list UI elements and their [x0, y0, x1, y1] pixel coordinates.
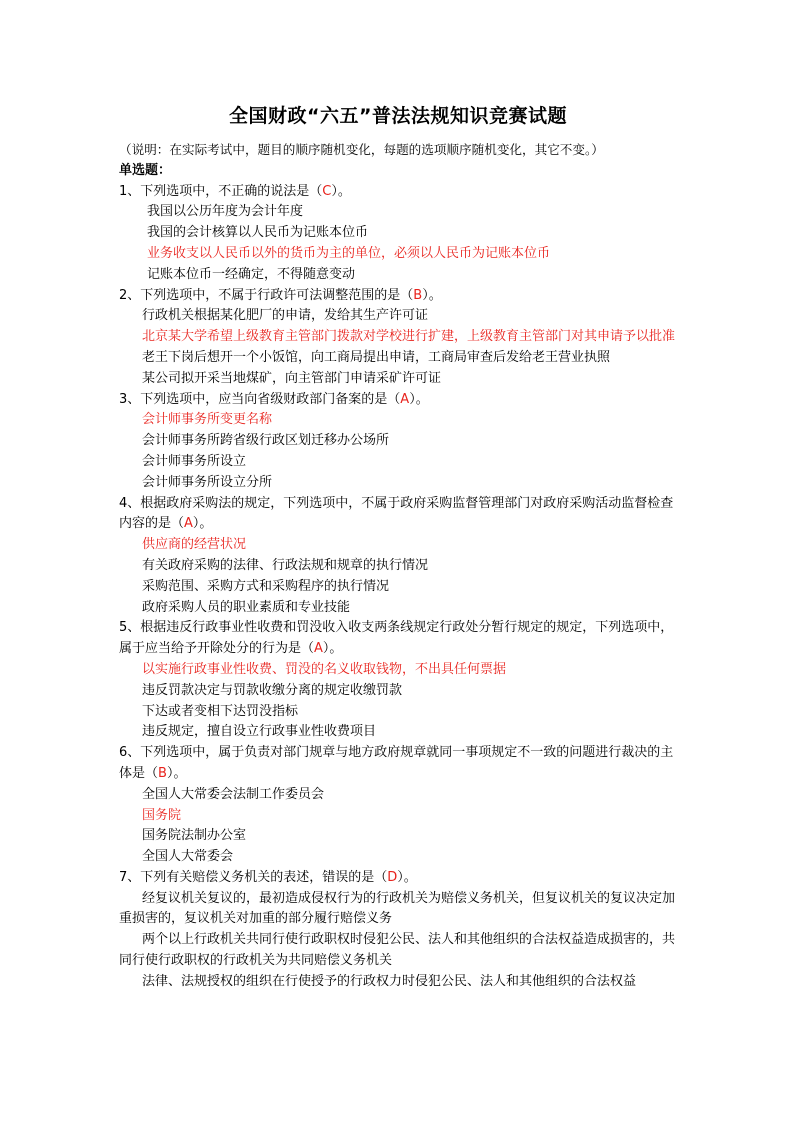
section-heading: 单选题：	[119, 162, 172, 178]
option: 有关政府采购的法律、行政法规和规章的执行情况	[142, 557, 429, 573]
answer-letter: C	[322, 183, 332, 199]
option: 全国人大常委会法制工作委员会	[142, 786, 325, 802]
option: 违反罚款决定与罚款收缴分离的规定收缴罚款	[142, 682, 403, 698]
option: 记账本位币一经确定，不得随意变动	[147, 266, 356, 282]
option: 会计师事务所设立	[142, 453, 247, 469]
option: 某公司拟开采当地煤矿，向主管部门申请采矿许可证	[142, 370, 442, 386]
exam-note: （说明：在实际考试中，题目的顺序随机变化，每题的选项顺序随机变化，其它不变。）	[119, 142, 604, 157]
answer-letter: B	[158, 765, 167, 781]
question-stem: 7、下列有关赔偿义务机关的表述，错误的是（D）。	[119, 869, 417, 885]
question-stem: 2、下列选项中，不属于行政许可法调整范围的是（B）。	[119, 287, 442, 303]
answer-letter: B	[413, 287, 423, 303]
answer-letter: A	[400, 391, 410, 407]
option: 会计师事务所设立分所	[142, 474, 273, 490]
option: 我国以公历年度为会计年度	[147, 204, 304, 220]
option-correct: 供应商的经营状况	[142, 537, 247, 553]
document-title: 全国财政“六五”普法法规知识竞赛试题	[229, 105, 567, 127]
question-stem: 1、下列选项中，不正确的说法是（C）。	[119, 183, 351, 199]
option-correct: 业务收支以人民币以外的货币为主的单位，必须以人民币为记账本位币	[147, 245, 551, 261]
option: 两个以上行政机关共同行使行政职权时侵犯公民、法人和其他组织的合法权益造成损害的，共同行使行政职权的行政机关为共同赔偿义务机关	[119, 932, 676, 969]
question-stem: 6、下列选项中，属于负责对部门规章与地方政府规章就同一事项规定不一致的问题进行裁决的主体是（B）。	[119, 745, 674, 781]
option: 老王下岗后想开一个小饭馆，向工商局提出申请，工商局审查后发给老王营业执照	[142, 349, 611, 365]
question-stem: 5、根据违反行政事业性收费和罚没收入收支两条线规定行政处分暂行规定的规定，下列选项中，属于应当给予开除处分的行为是（A）。	[119, 620, 674, 657]
option: 采购范围、采购方式和采购程序的执行情况	[142, 578, 390, 594]
option: 法律、法规授权的组织在行使授予的行政权力时侵犯公民、法人和其他组织的合法权益	[142, 973, 637, 989]
answer-letter: D	[387, 869, 398, 885]
question-stem: 3、下列选项中，应当向省级财政部门备案的是（A）。	[119, 391, 429, 407]
option: 全国人大常委会	[142, 849, 234, 865]
option: 我国的会计核算以人民币为记账本位币	[147, 225, 369, 241]
option: 违反规定，擅自设立行政事业性收费项目	[142, 724, 377, 740]
option: 经复议机关复议的，最初造成侵权行为的行政机关为赔偿义务机关，但复议机关的复议决定加重损害的，复议机关对加重的部分履行赔偿义务	[119, 890, 676, 927]
option-correct: 以实施行政事业性收费、罚没的名义收取钱物，不出具任何票据	[142, 661, 507, 677]
document-page	[119, 103, 677, 993]
answer-letter: A	[184, 516, 193, 532]
option: 行政机关根据某化肥厂的申请，发给其生产许可证	[142, 308, 429, 324]
option-correct: 北京某大学希望上级教育主管部门拨款对学校进行扩建，上级教育主管部门对其申请予以批准	[142, 329, 676, 345]
question-stem: 4、根据政府采购法的规定，下列选项中，不属于政府采购监督管理部门对政府采购活动监督检查内容的是（A）。	[119, 495, 674, 532]
option: 下达或者变相下达罚没指标	[142, 703, 299, 719]
option-correct: 国务院	[142, 807, 182, 823]
option: 会计师事务所跨省级行政区划迁移办公场所	[142, 433, 390, 449]
option-correct: 会计师事务所变更名称	[142, 412, 273, 428]
answer-letter: A	[314, 641, 323, 657]
option: 国务院法制办公室	[142, 828, 247, 844]
option: 政府采购人员的职业素质和专业技能	[142, 599, 351, 615]
